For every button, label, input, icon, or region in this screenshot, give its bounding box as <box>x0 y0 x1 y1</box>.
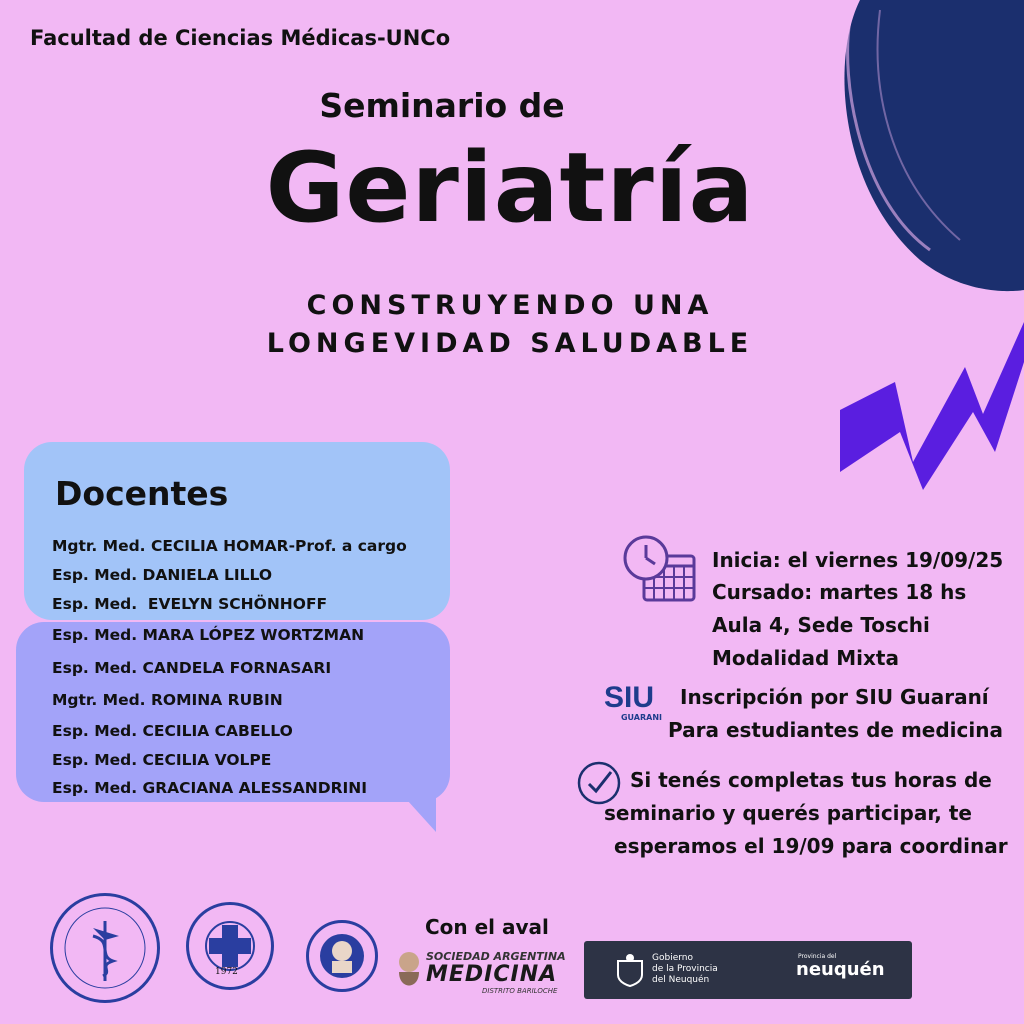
participation-line3: esperamos el 19/09 para coordinar <box>614 834 1008 858</box>
aval-label: Con el aval <box>425 915 549 939</box>
docentes-bubble-bottom <box>16 622 450 802</box>
docente-item: Esp. Med. GRACIANA ALESSANDRINI <box>52 779 368 797</box>
page-title: Geriatría <box>265 132 755 244</box>
docente-item: Esp. Med. CANDELA FORNASARI <box>52 659 332 677</box>
coat-of-arms-icon <box>614 953 646 987</box>
participation-line2: seminario y querés participar, te <box>604 801 972 825</box>
docente-item: Mgtr. Med. CECILIA HOMAR-Prof. a cargo <box>52 537 407 555</box>
inscription-line1: Inscripción por SIU Guaraní <box>680 685 989 709</box>
inscription-line2: Para estudiantes de medicina <box>668 718 1003 742</box>
docente-item: Esp. Med. EVELYN SCHÖNHOFF <box>52 595 328 613</box>
gerontology-logo <box>306 920 378 992</box>
docentes-bubble-top <box>24 442 450 620</box>
unco-logo <box>186 902 274 990</box>
docente-item: Esp. Med. DANIELA LILLO <box>52 566 272 584</box>
bubble-tail <box>398 790 436 832</box>
schedule-place: Aula 4, Sede Toschi <box>712 613 930 637</box>
siu-guarani-logo: SIU GUARANI <box>604 681 662 722</box>
schedule-start: Inicia: el viernes 19/09/25 <box>712 548 1004 572</box>
navy-scribble-circle <box>820 0 1024 300</box>
seminar-subtitle: Seminario de <box>319 86 565 125</box>
docentes-heading: Docentes <box>55 474 229 513</box>
purple-zigzag <box>835 322 1024 492</box>
participation-line1: Si tenés completas tus horas de <box>630 768 992 792</box>
neuquen-government-logo: Gobierno de la Provincia del Neuquén Provincia del neuquén <box>584 941 912 999</box>
tagline-line2: LONGEVIDAD SALUDABLE <box>266 328 754 359</box>
docente-item: Mgtr. Med. ROMINA RUBIN <box>52 691 283 709</box>
schedule-time: Cursado: martes 18 hs <box>712 580 967 604</box>
faculty-logo <box>50 893 160 1003</box>
faculty-name: Facultad de Ciencias Médicas-UNCo <box>30 26 451 50</box>
docente-item: Esp. Med. CECILIA VOLPE <box>52 751 272 769</box>
calendar-clock-icon <box>622 534 698 606</box>
docente-item: Esp. Med. MARA LÓPEZ WORTZMAN <box>52 626 365 644</box>
sam-logo: SOCIEDAD ARGENTINA MEDICINA DISTRITO BARILOCHE <box>394 948 564 998</box>
unco-year: 1972 <box>215 967 238 977</box>
docente-item: Esp. Med. CECILIA CABELLO <box>52 722 293 740</box>
tagline-line1: CONSTRUYENDO UNA <box>306 290 714 321</box>
schedule-modality: Modalidad Mixta <box>712 646 899 670</box>
check-circle-icon <box>576 760 622 806</box>
sam-figure-icon <box>394 950 424 994</box>
